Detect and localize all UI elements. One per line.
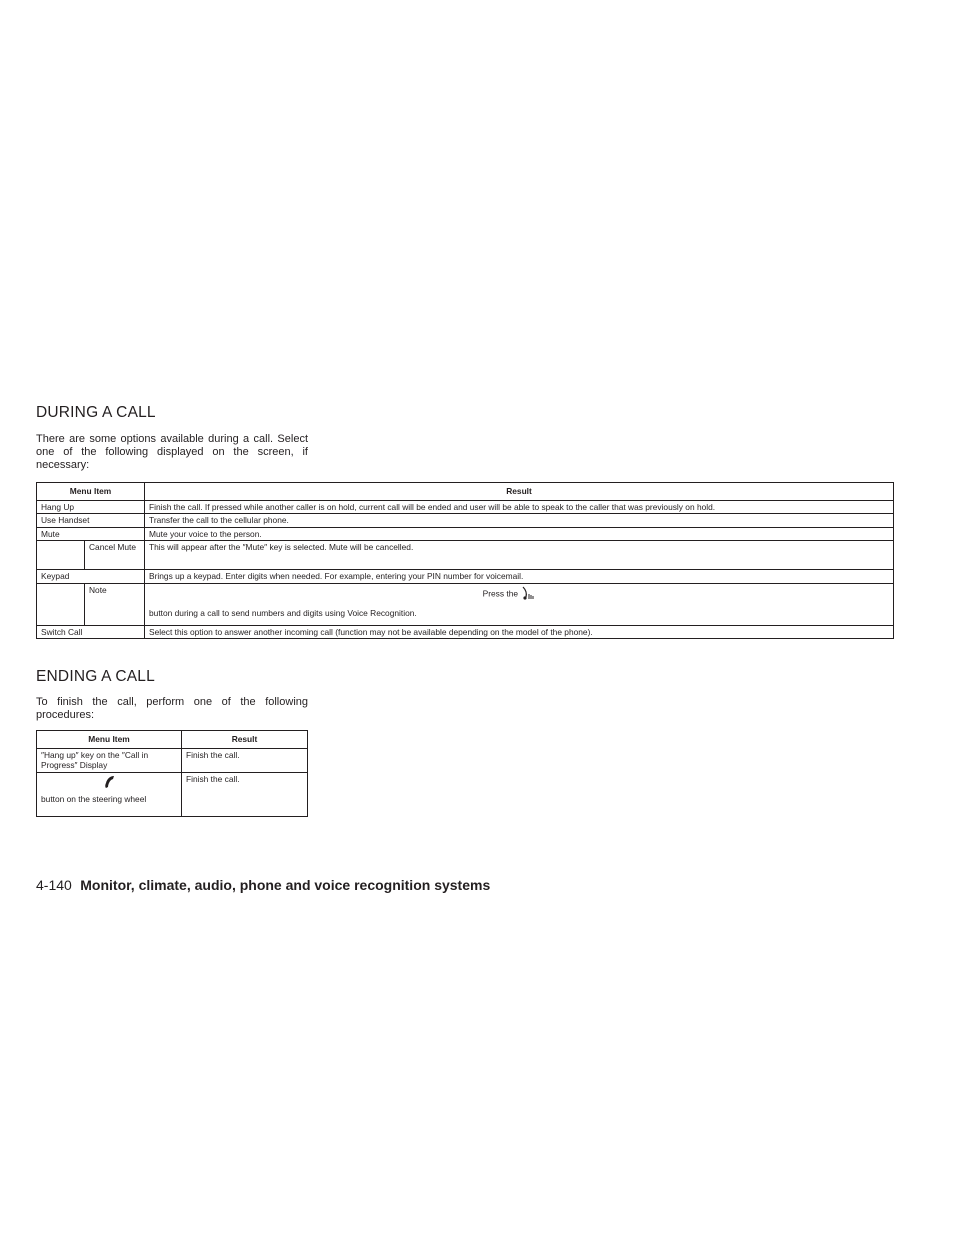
row-item: Mute xyxy=(37,527,145,541)
table-header-row xyxy=(37,483,894,501)
row-result: Transfer the call to the cellular phone. xyxy=(145,514,894,528)
table-row xyxy=(37,772,308,816)
table-row xyxy=(37,583,894,625)
page-number: 4-140 xyxy=(36,877,72,893)
chapter-title: Monitor, climate, audio, phone and voice recognition systems xyxy=(80,877,491,893)
during-table xyxy=(36,482,894,639)
table-row xyxy=(37,570,894,584)
page-footer xyxy=(36,877,490,895)
table-row xyxy=(37,748,308,772)
table-row xyxy=(37,500,894,514)
table-row xyxy=(37,514,894,528)
during-heading: DURING A CALL xyxy=(36,404,156,421)
row-result: Select this option to answer another incoming call (function may not be available depending on the model of the phone). xyxy=(145,625,894,639)
col-header-result: Result xyxy=(145,483,894,501)
phone-handset-icon xyxy=(103,774,117,793)
ending-heading: ENDING A CALL xyxy=(36,668,155,685)
col-header-result: Result xyxy=(182,731,308,749)
row-result: Mute your voice to the person. xyxy=(145,527,894,541)
indent-cell xyxy=(37,583,85,625)
note-press-the: Press the xyxy=(482,587,519,598)
talk-voice-icon xyxy=(520,585,536,604)
table-header-row xyxy=(37,731,308,749)
col-header-menu-item: Menu Item xyxy=(37,483,145,501)
ending-intro: To finish the call, perform one of the following procedures: xyxy=(36,696,308,721)
row-item: Use Handset xyxy=(37,514,145,528)
row-item: Note xyxy=(85,583,145,625)
row-result: Finish the call. xyxy=(182,772,308,816)
row-item: Hang Up xyxy=(37,500,145,514)
row-item: Switch Call xyxy=(37,625,145,639)
ending-table xyxy=(36,730,308,817)
table-row xyxy=(37,625,894,639)
row-result: Brings up a keypad. Enter digits when needed. For example, entering your PIN number for voicemail. xyxy=(145,570,894,584)
row-item: Keypad xyxy=(37,570,145,584)
table-row xyxy=(37,541,894,570)
table-row xyxy=(37,527,894,541)
note-result-text: button during a call to send numbers and digits using Voice Recognition. xyxy=(149,608,417,618)
row-item: ″Hang up″ key on the ″Call in Progress″ Display xyxy=(37,748,182,772)
col-header-menu-item: Menu Item xyxy=(37,731,182,749)
during-intro: There are some options available during a call. Select one of the following displayed on the screen, if necessary: xyxy=(36,433,308,471)
steering-button-text: button on the steering wheel xyxy=(41,793,147,804)
row-result: This will appear after the ″Mute″ key is selected. Mute will be cancelled. xyxy=(145,541,894,570)
indent-cell xyxy=(37,541,85,570)
row-item-steering xyxy=(37,772,182,816)
row-result xyxy=(145,583,894,625)
row-result: Finish the call. If pressed while another caller is on hold, current call will be ended and user will be able to speak to the caller that was previously on hold. xyxy=(145,500,894,514)
row-result: Finish the call. xyxy=(182,748,308,772)
row-item: Cancel Mute xyxy=(85,541,145,570)
